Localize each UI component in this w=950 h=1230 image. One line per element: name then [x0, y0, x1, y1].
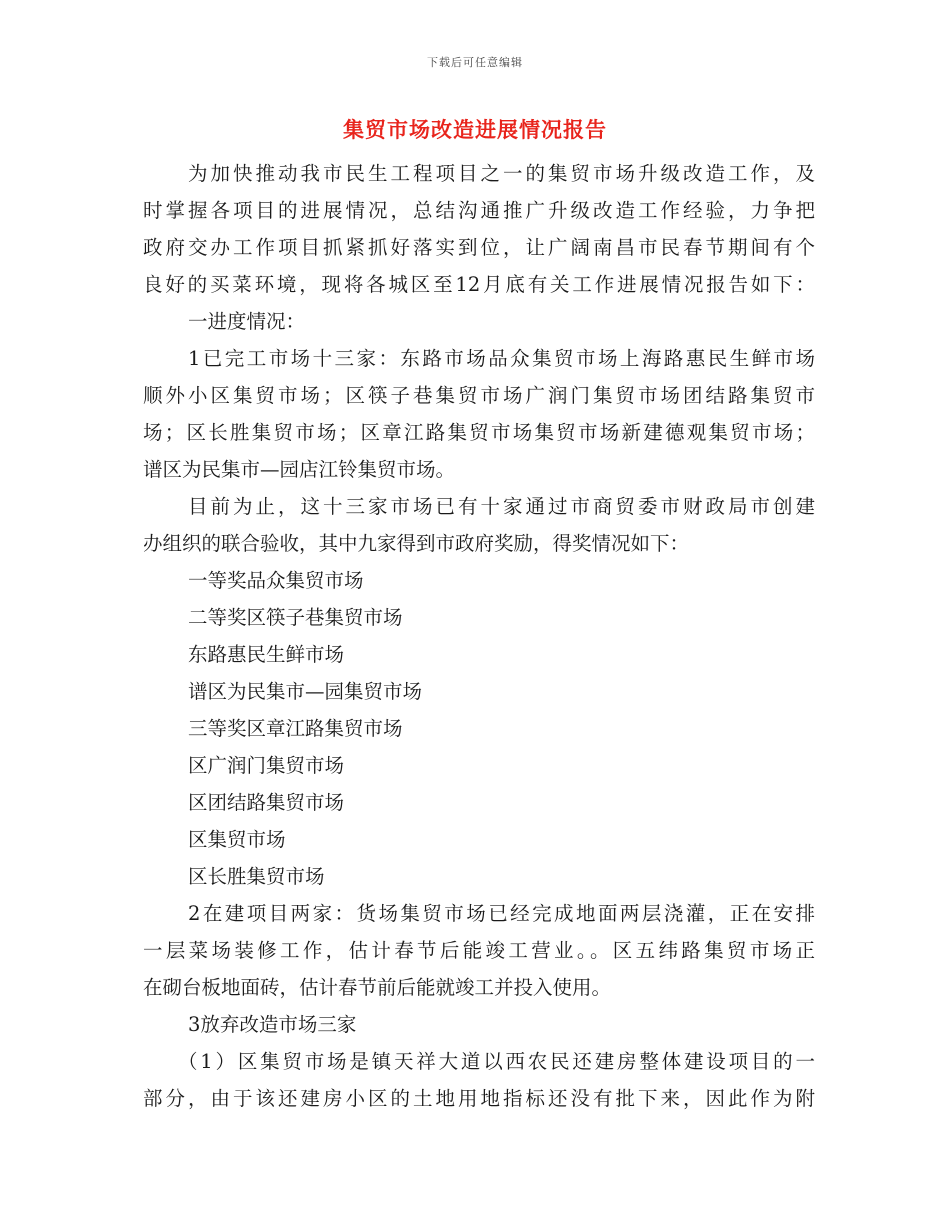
paragraph-line: 在砌台板地面砖，估计春节前后能就竣工并投入使用。	[143, 976, 612, 999]
list-item: 区长胜集贸市场	[188, 865, 325, 888]
list-item: 区集贸市场	[188, 828, 286, 851]
section-heading: 3放弃改造市场三家	[188, 1013, 357, 1036]
list-item: 三等奖区章江路集贸市场	[188, 717, 403, 740]
paragraph-line: 为加快推动我市民生工程项目之一的集贸市场升级改造工作，及	[188, 162, 815, 185]
list-item: 区团结路集贸市场	[188, 791, 345, 814]
list-item: 谱区为民集市—园集贸市场	[188, 680, 423, 703]
document-body	[143, 155, 815, 1117]
paragraph-line: 办组织的联合验收，其中九家得到市政府奖励，得奖情况如下：	[143, 532, 690, 555]
paragraph-line: 目前为止，这十三家市场已有十家通过市商贸委市财政局市创建	[188, 495, 815, 518]
paragraph-line: 顺外小区集贸市场；区筷子巷集贸市场广润门集贸市场团结路集贸市	[143, 384, 815, 407]
paragraph-line: 一层菜场装修工作，估计春节后能竣工营业。。区五纬路集贸市场正	[143, 939, 815, 962]
list-item: 区广润门集贸市场	[188, 754, 345, 777]
paragraph-line: 场；区长胜集贸市场；区章江路集贸市场集贸市场新建德观集贸市场；	[143, 421, 815, 444]
paragraph-line: 2在建项目两家：货场集贸市场已经完成地面两层浇灌，正在安排	[188, 902, 815, 925]
section-heading: 一进度情况：	[188, 310, 306, 333]
list-item: 东路惠民生鲜市场	[188, 643, 345, 666]
paragraph-line: 谱区为民集市—园店江铃集贸市场。	[143, 458, 456, 481]
header-note: 下载后可任意编辑	[427, 56, 523, 69]
paragraph-line: 1已完工市场十三家：东路市场品众集贸市场上海路惠民生鲜市场	[188, 347, 815, 370]
paragraph-line: （1）区集贸市场是镇天祥大道以西农民还建房整体建设项目的一	[178, 1050, 815, 1073]
paragraph-line: 良好的买菜环境，现将各城区至12月底有关工作进展情况报告如下：	[143, 273, 815, 296]
list-item: 一等奖品众集贸市场	[188, 569, 364, 592]
paragraph-line: 时掌握各项目的进展情况，总结沟通推广升级改造工作经验，力争把	[143, 199, 815, 222]
paragraph-line: 部分，由于该还建房小区的土地用地指标还没有批下来，因此作为附	[143, 1087, 815, 1110]
document-title: 集贸市场改造进展情况报告	[343, 117, 607, 142]
list-item: 二等奖区筷子巷集贸市场	[188, 606, 403, 629]
paragraph-line: 政府交办工作项目抓紧抓好落实到位，让广阔南昌市民春节期间有个	[143, 236, 815, 259]
